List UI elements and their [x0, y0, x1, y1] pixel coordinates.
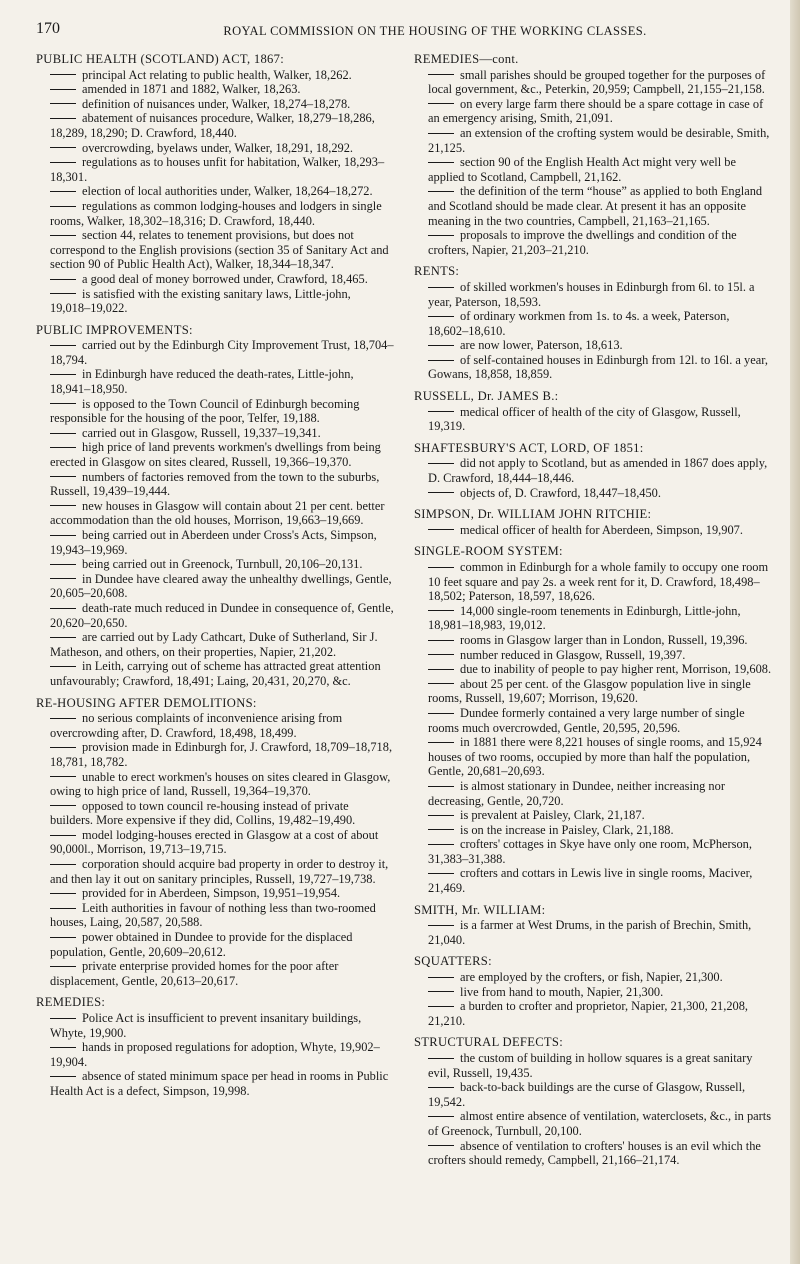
- index-entry: [36, 470, 394, 499]
- entry-dash: [428, 162, 454, 163]
- entry-text: back-to-back buildings are the curse of Glasgow, Russell, 19,542.: [428, 1080, 746, 1109]
- page-edge-shadow: [790, 0, 800, 1264]
- index-entry: [36, 228, 394, 272]
- entry-dash: [50, 908, 76, 909]
- entry-dash: [428, 654, 454, 655]
- entry-text: high price of land prevents workmen's dwellings from being erected in Glasgow on sites cleared, Russell, 19,366–19,370.: [50, 440, 381, 470]
- page-number: 170: [36, 20, 60, 37]
- index-entry: [414, 68, 772, 97]
- entry-text: of ordinary workmen from 1s. to 4s. a week, Paterson, 18,602–18,610.: [428, 309, 730, 338]
- section-heading: SQUATTERS:: [414, 954, 492, 969]
- entry-text: is almost stationary in Dundee, neither increasing nor decreasing, Gentle, 20,720.: [428, 778, 725, 808]
- entry-dash: [428, 529, 454, 530]
- index-section: [36, 323, 394, 689]
- index-entry: [36, 97, 394, 112]
- entry-text: opposed to town council re-housing instead of private builders. More expensive if they did, Collins, 19,482–19,490.: [50, 798, 356, 828]
- entry-text: common in Edinburgh for a whole family to occupy one room 10 feet square and pay 2s. a week rent for it, D. Crawford, 18,498–18,502; Paterson, 18,597, 18,626.: [428, 560, 769, 604]
- entry-dash: [50, 374, 76, 375]
- entry-dash: [428, 74, 454, 75]
- entry-dash: [428, 829, 454, 830]
- entry-text: election of local authorities under, Walker, 18,264–18,272.: [82, 184, 373, 199]
- entry-text: carried out by the Edinburgh City Improvement Trust, 18,704–18,794.: [50, 338, 394, 367]
- entry-dash: [428, 977, 454, 978]
- index-section: [36, 696, 394, 989]
- index-entry: [414, 677, 772, 706]
- entry-text: is on the increase in Paisley, Clark, 21,188.: [460, 822, 674, 837]
- entry-text: a good deal of money borrowed under, Crawford, 18,465.: [82, 271, 368, 286]
- entry-text: overcrowding, byelaws under, Walker, 18,291, 18,292.: [82, 140, 354, 155]
- index-section: [414, 954, 772, 1028]
- entry-dash: [428, 844, 454, 845]
- index-section: [414, 389, 772, 434]
- page-header: [36, 22, 774, 44]
- entry-text: in Dundee have cleared away the unhealthy dwellings, Gentle, 20,605–20,608.: [50, 571, 392, 601]
- entry-text: due to inability of people to pay higher rent, Morrison, 19,608.: [460, 662, 772, 677]
- entry-text: definition of nuisances under, Walker, 18,274–18,278.: [82, 96, 351, 111]
- entry-text: Dundee formerly contained a very large number of single rooms much overcrowded, Gentle, 20,595, 20,596.: [428, 705, 745, 735]
- section-heading: STRUCTURAL DEFECTS:: [414, 1035, 564, 1050]
- entry-dash: [428, 133, 454, 134]
- entry-dash: [50, 235, 76, 236]
- index-section: [414, 1035, 772, 1167]
- index-entry: [414, 97, 772, 126]
- entry-dash: [50, 535, 76, 536]
- index-entry: [36, 338, 394, 367]
- index-entry: [36, 440, 394, 469]
- index-entry: [414, 648, 772, 663]
- index-entry: [414, 523, 772, 538]
- running-title: ROYAL COMMISSION ON THE HOUSING OF THE WORKING CLASSES.: [223, 24, 647, 38]
- entry-text: death-rate much reduced in Dundee in consequence of, Gentle, 20,620–20,650.: [50, 600, 394, 630]
- entry-text: section 44, relates to tenement provisions, but does not correspond to the English provisions (section 35 of Sanitary Act and section 90 of Public Health Act), Walker, 18,344–18,347.: [50, 228, 389, 272]
- entry-text: in Leith, carrying out of scheme has attracted great attention unfavourably; Crawford, 18,491; Laing, 20,431, 20,270, &c.: [50, 659, 381, 688]
- entry-text: Police Act is insufficient to prevent insanitary buildings, Whyte, 19,900.: [50, 1011, 362, 1040]
- index-entry: [36, 659, 394, 688]
- index-entry: [36, 959, 394, 988]
- index-entry: [36, 930, 394, 959]
- entry-text: are carried out by Lady Cathcart, Duke of Sutherland, Sir J. Matheson, and others, on their properties, Napier, 21,202.: [50, 630, 378, 659]
- entry-dash: [50, 1047, 76, 1048]
- entry-dash: [50, 74, 76, 75]
- entry-dash: [428, 786, 454, 787]
- index-entry: [414, 837, 772, 866]
- entry-dash: [428, 669, 454, 670]
- entry-dash: [50, 505, 76, 506]
- index-entry: [36, 1069, 394, 1098]
- index-entry: [414, 405, 772, 434]
- entry-text: about 25 per cent. of the Glasgow population live in single rooms, Russell, 19,607; Morrison, 19,620.: [428, 676, 751, 706]
- entry-text: the custom of building in hollow squares is a great sanitary evil, Russell, 19,435.: [428, 1051, 753, 1080]
- entry-dash: [428, 567, 454, 568]
- index-entry: [414, 155, 772, 184]
- index-entry: [36, 68, 394, 83]
- entry-dash: [50, 937, 76, 938]
- entry-dash: [50, 293, 76, 294]
- index-section: [414, 264, 772, 382]
- index-entry: [414, 338, 772, 353]
- index-entry: [414, 985, 772, 1000]
- entry-dash: [428, 683, 454, 684]
- index-entry: [36, 828, 394, 857]
- index-entry: [414, 228, 772, 257]
- entry-dash: [50, 433, 76, 434]
- entry-dash: [50, 447, 76, 448]
- index-entry: [414, 970, 772, 985]
- index-entry: [414, 918, 772, 947]
- index-entry: [414, 866, 772, 895]
- index-entry: [36, 886, 394, 901]
- entry-dash: [50, 1076, 76, 1077]
- entry-dash: [50, 89, 76, 90]
- entry-text: hands in proposed regulations for adoption, Whyte, 19,902–19,904.: [50, 1040, 380, 1069]
- index-entry: [36, 1011, 394, 1040]
- index-entry: [36, 901, 394, 930]
- entry-text: abatement of nuisances procedure, Walker, 18,279–18,286, 18,289, 18,290; D. Crawford, 18,440.: [50, 111, 375, 140]
- index-entry: [414, 309, 772, 338]
- entry-dash: [428, 287, 454, 288]
- entry-text: absence of ventilation to crofters' houses is an evil which the crofters should remedy, Campbell, 21,166–21,174.: [428, 1138, 761, 1168]
- entry-text: almost entire absence of ventilation, waterclosets, &c., in parts of Greenock, Turnbull, 20,100.: [428, 1109, 772, 1138]
- entry-dash: [428, 1006, 454, 1007]
- entry-text: rooms in Glasgow larger than in London, Russell, 19,396.: [460, 632, 748, 647]
- entry-dash: [428, 742, 454, 743]
- entry-text: provision made in Edinburgh for, J. Crawford, 18,709–18,718, 18,781, 18,782.: [50, 740, 393, 769]
- entry-dash: [428, 991, 454, 992]
- entry-text: is opposed to the Town Council of Edinburgh becoming responsible for the housing of the poor, Telfer, 19,188.: [50, 396, 360, 426]
- entry-dash: [50, 403, 76, 404]
- index-entry: [36, 155, 394, 184]
- index-entry: [414, 126, 772, 155]
- section-heading: PUBLIC HEALTH (SCOTLAND) ACT, 1867:: [36, 52, 285, 66]
- entry-dash: [50, 345, 76, 346]
- section-heading: PUBLIC IMPROVEMENTS:: [36, 322, 193, 337]
- entry-dash: [428, 360, 454, 361]
- index-entry: [36, 1040, 394, 1069]
- section-heading: REMEDIES—cont.: [414, 52, 519, 66]
- index-entry: [36, 799, 394, 828]
- entry-text: an extension of the crofting system would be desirable, Smith, 21,125.: [428, 125, 770, 155]
- index-entry: [36, 141, 394, 156]
- entry-dash: [428, 1058, 454, 1059]
- entry-dash: [428, 492, 454, 493]
- section-heading: SMITH, Mr. WILLIAM:: [414, 902, 546, 917]
- index-entry: [414, 604, 772, 633]
- index-section: [36, 52, 394, 316]
- index-entry: [414, 999, 772, 1028]
- entry-text: medical officer of health of the city of Glasgow, Russell, 19,319.: [428, 404, 741, 434]
- entry-text: of skilled workmen's houses in Edinburgh from 6l. to 15l. a year, Paterson, 18,593.: [428, 279, 755, 309]
- entry-dash: [428, 713, 454, 714]
- entry-dash: [428, 103, 454, 104]
- entry-dash: [50, 279, 76, 280]
- entry-dash: [428, 640, 454, 641]
- entry-text: regulations as common lodging-houses and lodgers in single rooms, Walker, 18,302–18,316; D. Crawford, 18,440.: [50, 198, 382, 228]
- entry-text: 14,000 single-room tenements in Edinburgh, Little-john, 18,981–18,983, 19,012.: [428, 603, 741, 633]
- entry-dash: [428, 191, 454, 192]
- entry-dash: [50, 564, 76, 565]
- entry-text: regulations as to houses unfit for habitation, Walker, 18,293–18,301.: [50, 155, 385, 184]
- entry-dash: [50, 776, 76, 777]
- entry-dash: [50, 893, 76, 894]
- entry-text: a burden to crofter and proprietor, Napier, 21,300, 21,208, 21,210.: [428, 999, 749, 1028]
- index-entry: [36, 199, 394, 228]
- entry-text: corporation should acquire bad property in order to destroy it, and then lay it out on sanitary principles, Russell, 19,727–19,738.: [50, 857, 389, 886]
- entry-text: being carried out in Greenock, Turnbull, 20,106–20,131.: [82, 557, 363, 572]
- entry-text: no serious complaints of inconvenience arising from overcrowding after, D. Crawford, 18,498, 18,499.: [50, 711, 343, 740]
- index-entry: [414, 808, 772, 823]
- index-entry: [36, 601, 394, 630]
- index-entry: [36, 857, 394, 886]
- entry-text: in 1881 there were 8,221 houses of single rooms, and 15,924 houses of two rooms, occupied by more than half the population, Gentle, 20,681–20,693.: [428, 735, 762, 779]
- section-heading: SHAFTESBURY'S ACT, LORD, OF 1851:: [414, 440, 644, 455]
- index-entry: [414, 823, 772, 838]
- index-entry: [414, 1139, 772, 1168]
- entry-text: section 90 of the English Health Act might very well be applied to Scotland, Campbell, 21,162.: [428, 155, 736, 184]
- entry-dash: [428, 463, 454, 464]
- entry-dash: [428, 815, 454, 816]
- entry-text: in Edinburgh have reduced the death-rates, Little-john, 18,941–18,950.: [50, 367, 354, 397]
- index-entry: [36, 82, 394, 97]
- index-section: [414, 903, 772, 948]
- entry-text: of self-contained houses in Edinburgh from 12l. to 16l. a year, Gowans, 18,858, 18,859.: [428, 352, 768, 382]
- index-entry: [36, 287, 394, 316]
- entry-dash: [428, 610, 454, 611]
- entry-dash: [50, 147, 76, 148]
- index-entry: [414, 662, 772, 677]
- index-entry: [414, 560, 772, 604]
- index-entry: [36, 499, 394, 528]
- index-entry: [36, 397, 394, 426]
- entry-text: medical officer of health for Aberdeen, Simpson, 19,907.: [460, 522, 743, 537]
- entry-dash: [50, 578, 76, 579]
- entry-text: on every large farm there should be a spare cottage in case of an emergency arising, Smith, 21,091.: [428, 96, 764, 126]
- index-entry: [36, 572, 394, 601]
- entry-text: the definition of the term “house” as applied to both England and Scotland should be made clear. At present it has an opposite meaning in the two countries, Campbell, 21,163–21,165.: [428, 184, 763, 228]
- entry-text: absence of stated minimum space per head in rooms in Public Health Act is a defect, Simpson, 19,998.: [50, 1069, 389, 1098]
- entry-text: are employed by the crofters, or fish, Napier, 21,300.: [460, 970, 723, 985]
- entry-dash: [428, 873, 454, 874]
- entry-dash: [428, 235, 454, 236]
- entry-dash: [428, 345, 454, 346]
- index-entry: [36, 111, 394, 140]
- index-section: [414, 544, 772, 895]
- index-entry: [414, 1051, 772, 1080]
- entry-dash: [50, 206, 76, 207]
- entry-dash: [50, 747, 76, 748]
- section-heading: RENTS:: [414, 264, 460, 279]
- entry-dash: [50, 835, 76, 836]
- entry-dash: [50, 966, 76, 967]
- entry-dash: [50, 118, 76, 119]
- entry-text: crofters' cottages in Skye have only one room, McPherson, 31,383–31,388.: [428, 837, 752, 866]
- entry-text: are now lower, Paterson, 18,613.: [460, 338, 623, 353]
- entry-dash: [428, 1087, 454, 1088]
- entry-text: private enterprise provided homes for the poor after displacement, Gentle, 20,613–20,617.: [50, 959, 339, 988]
- entry-dash: [428, 316, 454, 317]
- entry-dash: [428, 411, 454, 412]
- index-entry: [36, 557, 394, 572]
- entry-text: live from hand to mouth, Napier, 21,300.: [460, 984, 664, 999]
- entry-dash: [50, 718, 76, 719]
- index-section: [36, 995, 394, 1098]
- index-entry: [414, 184, 772, 228]
- entry-text: is a farmer at West Drums, in the parish of Brechin, Smith, 21,040.: [428, 918, 752, 947]
- index-entry: [414, 1080, 772, 1109]
- index-entry: [36, 367, 394, 396]
- section-heading: REMEDIES:: [36, 995, 106, 1010]
- index-entry: [414, 486, 772, 501]
- entry-text: unable to erect workmen's houses on sites cleared in Glasgow, owing to high price of land, Russell, 19,364–19,370.: [50, 769, 391, 799]
- index-entry: [36, 528, 394, 557]
- index-entry: [414, 353, 772, 382]
- entry-text: being carried out in Aberdeen under Cross's Acts, Simpson, 19,943–19,969.: [50, 528, 377, 557]
- entry-dash: [50, 666, 76, 667]
- entry-dash: [50, 864, 76, 865]
- index-entry: [36, 770, 394, 799]
- entry-dash: [50, 1018, 76, 1019]
- entry-text: provided for in Aberdeen, Simpson, 19,951–19,954.: [82, 886, 341, 901]
- index-entry: [414, 456, 772, 485]
- section-heading: RUSSELL, Dr. JAMES B.:: [414, 389, 559, 404]
- entry-text: amended in 1871 and 1882, Walker, 18,263.: [82, 82, 301, 97]
- entry-text: is prevalent at Paisley, Clark, 21,187.: [460, 808, 645, 823]
- entry-text: numbers of factories removed from the town to the suburbs, Russell, 19,439–19,444.: [50, 469, 380, 499]
- entry-text: proposals to improve the dwellings and condition of the crofters, Napier, 21,203–21,210.: [428, 228, 737, 257]
- index-entry: [36, 272, 394, 287]
- index-entry: [36, 426, 394, 441]
- index-entry: [36, 630, 394, 659]
- index-entry: [414, 633, 772, 648]
- entry-dash: [50, 476, 76, 477]
- index-entry: [414, 280, 772, 309]
- entry-text: Leith authorities in favour of nothing less than two-roomed houses, Laing, 20,587, 20,588.: [50, 900, 376, 930]
- section-heading: SINGLE-ROOM SYSTEM:: [414, 544, 563, 559]
- entry-text: number reduced in Glasgow, Russell, 19,397.: [460, 647, 686, 662]
- index-entry: [36, 711, 394, 740]
- index-section: [414, 52, 772, 257]
- entry-text: objects of, D. Crawford, 18,447–18,450.: [460, 485, 661, 500]
- index-entry: [414, 706, 772, 735]
- entry-dash: [50, 103, 76, 104]
- entry-text: model lodging-houses erected in Glasgow at a cost of about 90,000l., Morrison, 19,713–19,715.: [50, 827, 379, 857]
- section-heading: SIMPSON, Dr. WILLIAM JOHN RITCHIE:: [414, 507, 652, 522]
- entry-dash: [428, 925, 454, 926]
- entry-dash: [50, 805, 76, 806]
- left-column: [36, 52, 394, 1175]
- index-section: [414, 507, 772, 537]
- index-entry: [36, 740, 394, 769]
- entry-dash: [428, 1145, 454, 1146]
- index-entry: [414, 779, 772, 808]
- index-entry: [414, 1109, 772, 1138]
- entry-text: crofters and cottars in Lewis live in single rooms, Maciver, 21,469.: [428, 866, 753, 896]
- index-entry: [36, 184, 394, 199]
- right-column: [414, 52, 772, 1175]
- entry-text: principal Act relating to public health, Walker, 18,262.: [82, 67, 352, 82]
- entry-text: did not apply to Scotland, but as amended in 1867 does apply, D. Crawford, 18,444–18,446.: [428, 456, 768, 486]
- entry-dash: [50, 162, 76, 163]
- entry-text: power obtained in Dundee to provide for the displaced population, Gentle, 20,609–20,612.: [50, 930, 353, 959]
- entry-text: new houses in Glasgow will contain about 21 per cent. better accommodation than the old houses, Morrison, 19,663–19,669.: [50, 498, 385, 528]
- entry-dash: [50, 637, 76, 638]
- entry-dash: [428, 1116, 454, 1117]
- section-heading: RE-HOUSING AFTER DEMOLITIONS:: [36, 695, 257, 710]
- entry-dash: [50, 608, 76, 609]
- entry-text: carried out in Glasgow, Russell, 19,337–19,341.: [82, 425, 321, 440]
- index-entry: [414, 735, 772, 779]
- entry-dash: [50, 191, 76, 192]
- entry-text: is satisfied with the existing sanitary laws, Little-john, 19,018–19,022.: [50, 286, 351, 316]
- entry-text: small parishes should be grouped together for the purposes of local government, &c., Peterkin, 20,959; Campbell, 21,155–21,158.: [428, 67, 766, 97]
- index-section: [414, 441, 772, 500]
